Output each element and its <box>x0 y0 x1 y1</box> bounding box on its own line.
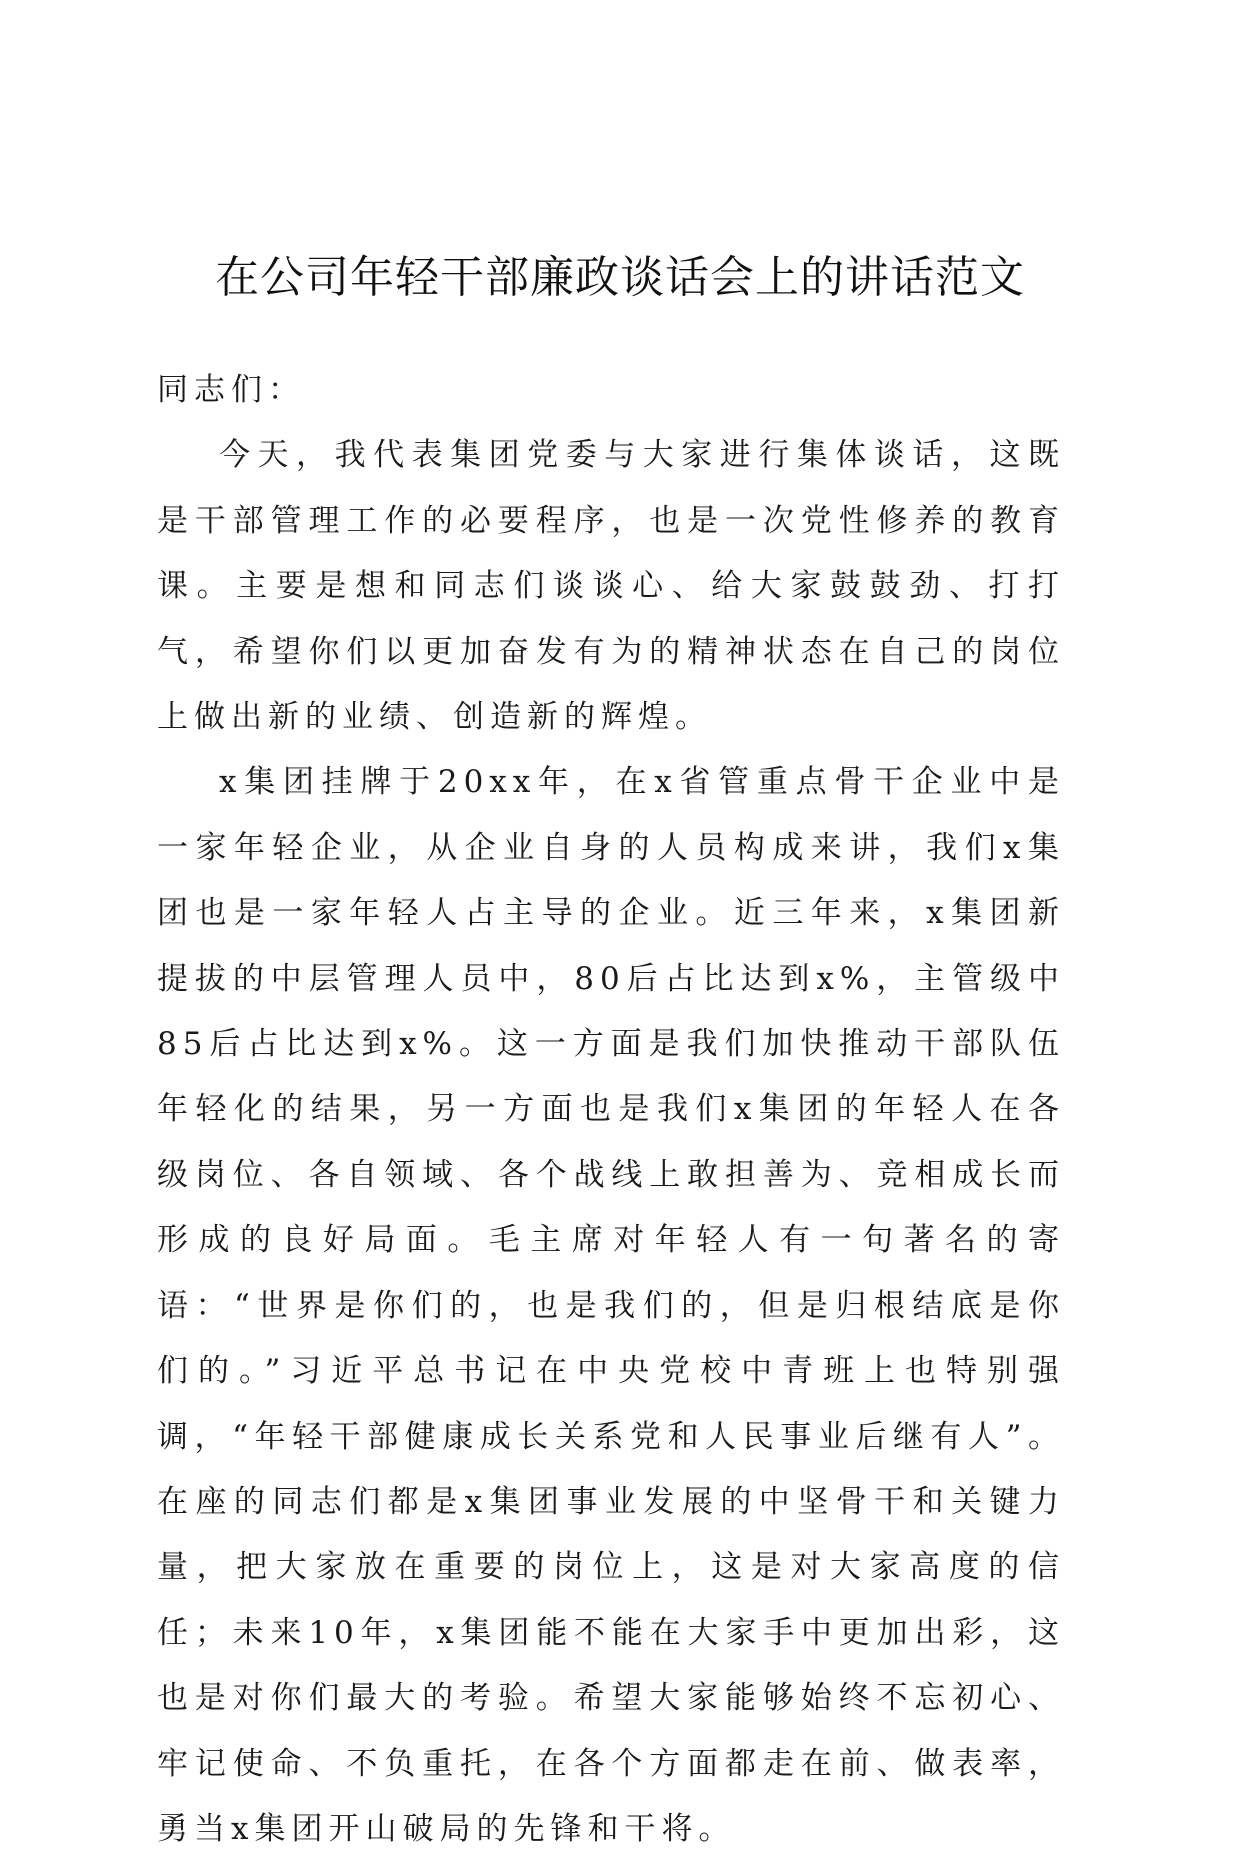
document-title: 在公司年轻干部廉政谈话会上的讲话范文 <box>215 252 1025 303</box>
document-body <box>157 358 1065 1862</box>
paragraph: 今天，我代表集团党委与大家进行集体谈话，这既是干部管理工作的必要程序，也是一次党性修养的教育课。主要是想和同志们谈谈心、给大家鼓鼓劲、打打气，希望你们以更加奋发有为的精神状态在自己的岗位上做出新的业绩、创造新的辉煌。 <box>157 437 1065 736</box>
paragraph: x集团挂牌于20xx年，在x省管重点骨干企业中是一家年轻企业，从企业自身的人员构成来讲，我们x集团也是一家年轻人占主导的企业。近三年来，x集团新提拔的中层管理人员中，80后占比达到x%，主管级中85后占比达到x%。这一方面是我们加快推动干部队伍年轻化的结果，另一方面也是我们x集团的年轻人在各级岗位、各自领域、各个战线上敢担善为、竞相成长而形成的良好局面。毛主席对年轻人有一句著名的寄语：“世界是你们的，也是我们的，但是归根结底是你们的。”习近平总书记在中央党校中青班上也特别强调，“年轻干部健康成长关系党和人民事业后继有人”。在座的同志们都是x集团事业发展的中坚骨干和关键力量，把大家放在重要的岗位上，这是对大家高度的信任；未来10年，x集团能不能在大家手中更加出彩，这也是对你们最大的考验。希望大家能够始终不忘初心、牢记使命、不负重托，在各个方面都走在前、做表率，勇当x集团开山破局的先锋和干将。 <box>157 764 1065 1847</box>
salutation: 同志们： <box>157 372 305 408</box>
